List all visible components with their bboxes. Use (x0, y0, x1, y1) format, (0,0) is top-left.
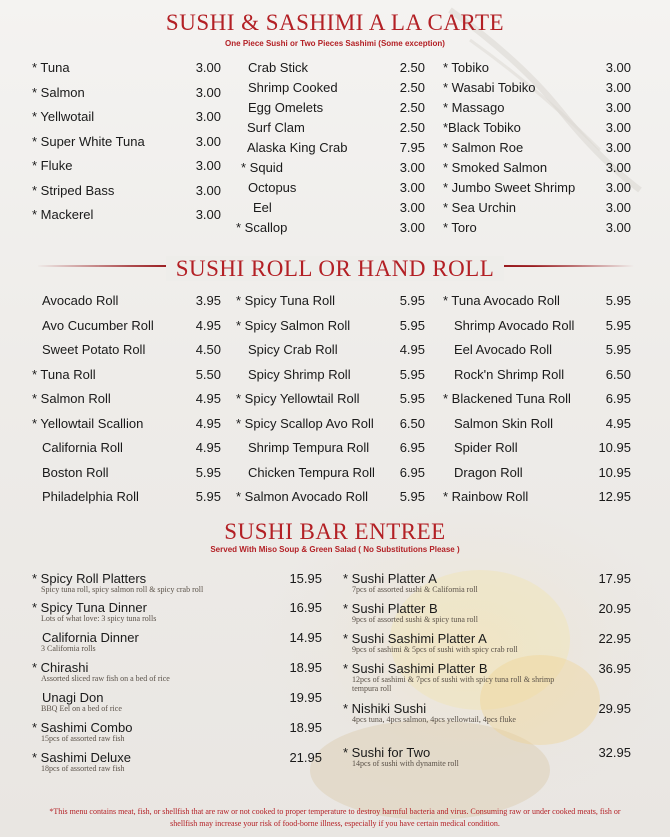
entree-item-price: 17.95 (598, 571, 631, 586)
menu-item-price: 2.50 (399, 120, 425, 135)
menu-item-price: 5.95 (605, 342, 631, 357)
entree-item-description: 9pcs of sashimi & 5pcs of sushi with spicy crab roll (352, 645, 518, 654)
menu-item-price: 3.00 (195, 182, 221, 198)
menu-item (32, 293, 221, 309)
menu-item (236, 465, 425, 481)
menu-item (443, 140, 631, 156)
menu-item (236, 367, 425, 383)
menu-item-name: Octopus (248, 180, 297, 195)
entree-item-name: * Sushi Platter B (343, 601, 438, 616)
menu-item-name: * Spicy Yellowtail Roll (236, 391, 360, 406)
menu-item-name: * Tuna Avocado Roll (443, 293, 560, 308)
menu-item-name: Egg Omelets (248, 100, 324, 115)
menu-item-name: * Mackerel (32, 207, 94, 222)
menu-item-price: 10.95 (598, 464, 631, 480)
menu-item-name: Eel (253, 200, 272, 215)
menu-item (236, 342, 425, 358)
entree-item-description: 15pcs of assorted raw fish (41, 734, 125, 743)
entree-item-name: * Spicy Tuna Dinner (32, 600, 147, 615)
menu-item-name: Shrimp Avocado Roll (454, 317, 575, 333)
menu-item-name: Rock'n Shrimp Roll (454, 366, 565, 382)
menu-item (236, 160, 425, 176)
menu-item (443, 100, 631, 116)
menu-item (443, 367, 631, 383)
menu-item (443, 342, 631, 358)
menu-item-price: 3.00 (399, 200, 425, 215)
menu-item (443, 293, 631, 309)
menu-item-price: 5.95 (399, 293, 425, 308)
menu-item-price: 3.00 (605, 220, 631, 235)
menu-item-price: 3.00 (605, 80, 631, 95)
menu-item-name: * Jumbo Sweet Shrimp (443, 180, 576, 195)
menu-item-name: Spider Roll (454, 440, 518, 455)
entree-item-description: BBQ Eel on a bed of rice (41, 704, 122, 713)
menu-item (236, 220, 425, 236)
entree-item-name: * Chirashi (32, 660, 89, 675)
menu-item-name: Sweet Potato Roll (42, 342, 146, 357)
menu-item-name: * Squid (241, 160, 283, 175)
menu-item-name: Shrimp Cooked (248, 80, 338, 95)
entree-item-name: Unagi Don (42, 690, 104, 705)
menu-item-name: * Salmon Avocado Roll (236, 489, 369, 504)
entree-item (343, 661, 631, 691)
menu-item (443, 489, 631, 505)
menu-item (236, 60, 425, 76)
entree-item-price: 22.95 (598, 631, 631, 646)
menu-item-price: 3.00 (605, 160, 631, 175)
menu-item-name: * Salmon (32, 84, 85, 100)
menu-item (236, 180, 425, 196)
entree-item (343, 601, 631, 631)
entree-item-name: * Sashimi Deluxe (32, 750, 131, 765)
menu-item (443, 318, 631, 334)
menu-item (236, 120, 425, 136)
entree-item (343, 631, 631, 661)
menu-item-price: 4.95 (195, 415, 221, 431)
entree-item-description: 12pcs of sashimi & 7pcs of sushi with spicy tuna roll & shrimp tempura roll (352, 675, 555, 693)
menu-item (443, 120, 631, 136)
menu-item-price: 4.95 (399, 342, 425, 357)
menu-item-name: * Tuna Roll (32, 366, 96, 382)
section-title-a-la-carte: SUSHI & SASHIMI A LA CARTE (165, 10, 505, 35)
menu-item-name: Crab Stick (248, 60, 308, 75)
menu-item (32, 183, 221, 199)
entree-item-price: 15.95 (289, 571, 322, 586)
menu-item-name: * Yellwotail (32, 109, 95, 124)
menu-item-price: 2.50 (399, 60, 425, 75)
menu-item (236, 440, 425, 456)
menu-item-name: * Spicy Tuna Roll (236, 293, 335, 308)
menu-item-price: 5.95 (399, 391, 425, 406)
menu-item-name: Surf Clam (247, 120, 305, 135)
entree-item-price: 14.95 (289, 630, 322, 645)
entree-item-name: * Sushi Sashimi Platter B (343, 661, 488, 676)
entree-item-description: 4pcs tuna, 4pcs salmon, 4pcs yellowtail, 4pcs fluke (352, 715, 516, 724)
menu-item (236, 200, 425, 216)
menu-item-price: 3.00 (399, 160, 425, 175)
section-title-rolls-text: SUSHI ROLL OR HAND ROLL (166, 256, 505, 281)
menu-item-name: Spicy Shrimp Roll (248, 366, 351, 382)
menu-item (443, 220, 631, 236)
entree-item (32, 600, 322, 630)
menu-item-price: 3.00 (195, 158, 221, 173)
entree-item-price: 19.95 (289, 690, 322, 705)
entree-item (343, 571, 631, 601)
menu-item-price: 2.50 (399, 100, 425, 115)
menu-item-price: 6.95 (399, 464, 425, 480)
menu-item-name: * Wasabi Tobiko (443, 80, 536, 95)
menu-item-price: 4.50 (195, 342, 221, 357)
menu-item (32, 109, 221, 125)
menu-item-name: * Tobiko (443, 60, 490, 75)
menu-item (443, 160, 631, 176)
menu-item-name: * Sea Urchin (443, 200, 516, 215)
menu-item-price: 4.95 (195, 391, 221, 406)
section-subtitle-a-la-carte: One Piece Sushi or Two Pieces Sashimi (Some exception) (225, 39, 445, 48)
menu-item (236, 391, 425, 407)
entree-item-description: 18pcs of assorted raw fish (41, 764, 125, 773)
menu-item-name: Avocado Roll (42, 293, 119, 308)
entree-item-description: 7pcs of assorted sushi & California roll (352, 585, 478, 594)
menu-item-name: * Spicy Scallop Avo Roll (236, 415, 374, 431)
raw-food-disclaimer: *This menu contains meat, fish, or shellfish that are raw or not cooked to proper temperature to destroy harmful bacteria and virus. Consuming raw or under cooked meats, fish or shellfish may increase your risk of food-borne illness, especially if you have certain medical condition. (49, 807, 621, 828)
menu-item (32, 85, 221, 101)
menu-item-price: 6.95 (399, 440, 425, 455)
menu-item-name: * Super White Tuna (32, 133, 145, 149)
menu-item-price: 5.50 (195, 366, 221, 382)
menu-item-name: * Fluke (32, 158, 73, 173)
menu-item-name: Avo Cucumber Roll (42, 317, 154, 333)
menu-item (236, 140, 425, 156)
entree-item-price: 18.95 (289, 720, 322, 735)
menu-item-price: 5.95 (399, 489, 425, 504)
section-title-rolls (0, 256, 670, 282)
entree-item-price: 20.95 (598, 601, 631, 616)
menu-item (32, 440, 221, 456)
menu-item-price: 3.00 (605, 60, 631, 75)
entree-item-price: 18.95 (289, 660, 322, 675)
menu-item-price: 3.00 (605, 180, 631, 195)
entree-item-name: California Dinner (42, 630, 139, 645)
menu-item-name: * Tuna (32, 60, 70, 75)
entree-item (32, 750, 322, 780)
entree-item (32, 660, 322, 690)
menu-item (443, 180, 631, 196)
menu-item-price: 5.95 (605, 293, 631, 308)
menu-item (236, 318, 425, 334)
menu-item-price: 4.95 (605, 415, 631, 431)
menu-item (443, 440, 631, 456)
menu-item-price: 3.00 (195, 84, 221, 100)
menu-item-name: * Striped Bass (32, 182, 115, 198)
menu-item-name: Dragon Roll (454, 464, 523, 480)
menu-item (32, 207, 221, 223)
menu-item (32, 416, 221, 432)
menu-item-name: * Toro (443, 220, 477, 235)
menu-item-price: 4.95 (195, 317, 221, 333)
menu-item-price: 3.00 (605, 200, 631, 215)
menu-item-price: 3.00 (195, 207, 221, 222)
menu-item-price: 3.00 (399, 220, 425, 235)
menu-item-price: 3.00 (605, 140, 631, 155)
section-subtitle-entree: Served With Miso Soup & Green Salad ( No Substitutions Please ) (210, 545, 460, 554)
menu-item-name: * Salmon Roe (443, 140, 524, 155)
menu-item-price: 6.50 (399, 415, 425, 431)
entree-item-description: Spicy tuna roll, spicy salmon roll & spicy crab roll (41, 585, 204, 594)
menu-item-price: 5.95 (605, 317, 631, 333)
entree-item (32, 720, 322, 750)
menu-item-price: 5.95 (195, 489, 221, 504)
menu-item-price: 3.00 (605, 120, 631, 135)
entree-item (32, 630, 322, 660)
menu-item-name: Salmon Skin Roll (454, 415, 553, 431)
menu-item (32, 60, 221, 76)
menu-item-name: Eel Avocado Roll (454, 342, 553, 357)
menu-item-price: 12.95 (598, 489, 631, 504)
menu-item (32, 367, 221, 383)
menu-item (443, 200, 631, 216)
menu-item (236, 293, 425, 309)
menu-item (236, 100, 425, 116)
menu-item (443, 80, 631, 96)
menu-item-name: California Roll (42, 440, 123, 455)
menu-item-name: Shrimp Tempura Roll (248, 440, 370, 455)
entree-item (32, 690, 322, 720)
menu-item (443, 416, 631, 432)
menu-item-price: 5.95 (195, 464, 221, 480)
menu-item-price: 7.95 (399, 140, 425, 155)
menu-item-name: * Smoked Salmon (443, 160, 548, 175)
entree-item-name: * Nishiki Sushi (343, 701, 427, 716)
menu-item-price: 3.00 (195, 133, 221, 149)
menu-item-price: 2.50 (399, 80, 425, 95)
menu-item-name: * Rainbow Roll (443, 489, 529, 504)
entree-item-price: 16.95 (289, 600, 322, 615)
menu-item-name: *Black Tobiko (443, 120, 521, 135)
menu-item-name: * Blackened Tuna Roll (443, 391, 571, 406)
menu-item (236, 80, 425, 96)
menu-item-name: * Scallop (236, 220, 288, 235)
menu-item (236, 489, 425, 505)
menu-item (32, 318, 221, 334)
menu-item-price: 5.95 (399, 366, 425, 382)
menu-item-price: 6.50 (605, 366, 631, 382)
menu-item (32, 158, 221, 174)
menu-item-name: Alaska King Crab (247, 140, 348, 155)
entree-item-name: * Sushi Platter A (343, 571, 437, 586)
entree-item-price: 29.95 (598, 701, 631, 716)
menu-item (32, 134, 221, 150)
menu-item (236, 416, 425, 432)
menu-item-name: * Spicy Salmon Roll (236, 317, 351, 333)
entree-item-description: Lots of what love: 3 spicy tuna rolls (41, 614, 157, 623)
menu-item (443, 465, 631, 481)
menu-item (443, 391, 631, 407)
menu-item-name: Spicy Crab Roll (248, 342, 338, 357)
menu-item-name: * Yellowtail Scallion (32, 415, 144, 431)
menu-item (32, 489, 221, 505)
menu-item-price: 3.00 (399, 180, 425, 195)
entree-item-description: Assorted sliced raw fish on a bed of rice (41, 674, 170, 683)
entree-item-name: * Spicy Roll Platters (32, 571, 147, 586)
menu-item-price: 4.95 (195, 440, 221, 455)
menu-item-name: Boston Roll (42, 464, 109, 480)
section-title-entree: SUSHI BAR ENTREE (224, 519, 446, 544)
entree-item-description: 3 California rolls (41, 644, 96, 653)
menu-item-price: 3.00 (605, 100, 631, 115)
entree-item-name: * Sushi for Two (343, 745, 431, 760)
menu-item-price: 10.95 (598, 440, 631, 455)
menu-item (32, 342, 221, 358)
menu-item-price: 5.95 (399, 317, 425, 333)
entree-item-price: 36.95 (598, 661, 631, 676)
menu-item-price: 3.95 (195, 293, 221, 308)
menu-item-name: * Massago (443, 100, 505, 115)
menu-item-name: Chicken Tempura Roll (248, 464, 375, 480)
menu-item-price: 3.00 (195, 109, 221, 124)
entree-item-name: * Sashimi Combo (32, 720, 133, 735)
menu-item-price: 3.00 (195, 60, 221, 75)
menu-item-price: 6.95 (605, 391, 631, 406)
entree-item-description: 14pcs of sushi with dynamite roll (352, 759, 459, 768)
menu-item (32, 465, 221, 481)
entree-item-description: 9pcs of assorted sushi & spicy tuna roll (352, 615, 478, 624)
entree-item (343, 701, 631, 731)
entree-item-price: 21.95 (289, 750, 322, 765)
entree-item (343, 745, 631, 775)
entree-item (32, 571, 322, 601)
menu-item (32, 391, 221, 407)
entree-item-price: 32.95 (598, 745, 631, 760)
entree-item-name: * Sushi Sashimi Platter A (343, 631, 487, 646)
menu-item-name: * Salmon Roll (32, 391, 111, 406)
menu-item-name: Philadelphia Roll (42, 489, 139, 504)
menu-item (443, 60, 631, 76)
